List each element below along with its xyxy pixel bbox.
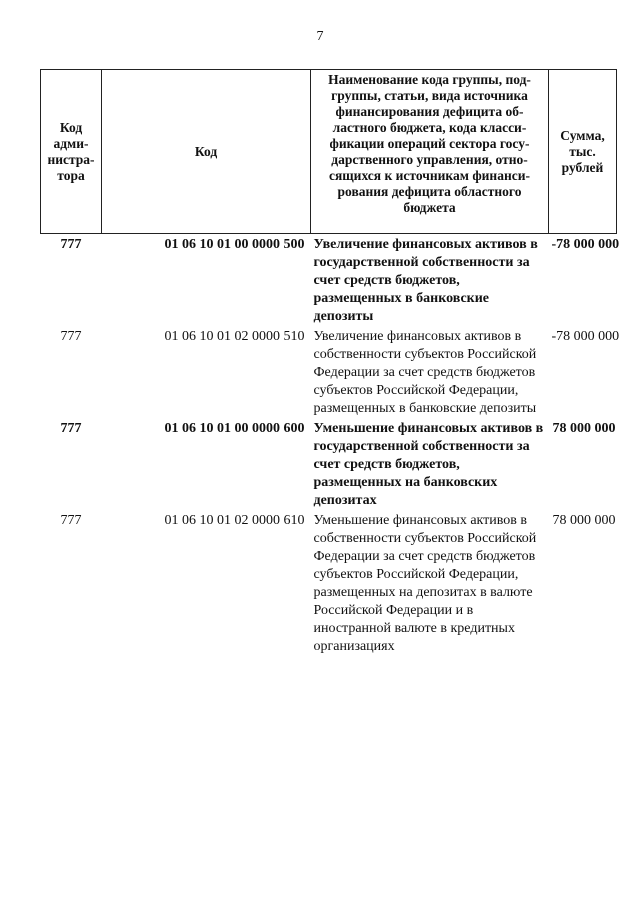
header-code: Код: [102, 70, 311, 234]
row-name: Уменьшение финансовых активов в собственности субъектов Российской Федерации за счет средств бюджетов субъектов Российской Федерации, размещенных на депозитах в валюте Российской Федерации и в иностранной валюте в кредитных организациях: [313, 513, 537, 654]
row-amount: 78 000 000: [552, 513, 616, 528]
row-code: 01 06 10 01 02 0000 610: [164, 513, 305, 528]
row-name: Увеличение финансовых активов в государственной собственности за счет средств бюджетов, размещенных в банковские депозиты: [313, 237, 538, 324]
row-code: 01 06 10 01 00 0000 600: [164, 421, 305, 436]
table-row: [41, 510, 617, 656]
table-row: [41, 418, 617, 510]
row-code: 01 06 10 01 02 0000 510: [164, 329, 305, 344]
budget-sources-table: [40, 69, 620, 656]
table-row: [41, 326, 617, 418]
table-body: [41, 234, 620, 657]
header-name: Наименование кода группы, под-группы, статьи, вида источника финансирования дефицита об-ластного бюджета, кода класси-фикации операций сектора госу-дарственного управления, отно-сящихся к источникам финанси-рования дефицита областного бюджета: [311, 70, 549, 234]
row-admin-code: 777: [60, 237, 82, 252]
page-number: 7: [316, 29, 324, 44]
row-amount: 78 000 000: [552, 421, 616, 436]
row-admin-code: 777: [60, 513, 82, 528]
row-name: Уменьшение финансовых активов в государственной собственности за счет средств бюджетов, размещенных на банковских депозитах: [313, 421, 544, 508]
table-row: [41, 234, 617, 327]
table-header: [41, 70, 617, 234]
header-amount: Сумма, тыс. рублей: [549, 70, 617, 234]
row-amount: -78 000 000: [551, 237, 620, 252]
row-code: 01 06 10 01 00 0000 500: [164, 237, 305, 252]
row-admin-code: 777: [60, 421, 82, 436]
header-admin-code: Код адми-нистра-тора: [41, 70, 102, 234]
row-name: Увеличение финансовых активов в собственности субъектов Российской Федерации за счет средств бюджетов субъектов Российской Федерации, размещенных в банковские депозиты: [313, 329, 537, 416]
row-admin-code: 777: [60, 329, 82, 344]
row-amount: -78 000 000: [551, 329, 620, 344]
